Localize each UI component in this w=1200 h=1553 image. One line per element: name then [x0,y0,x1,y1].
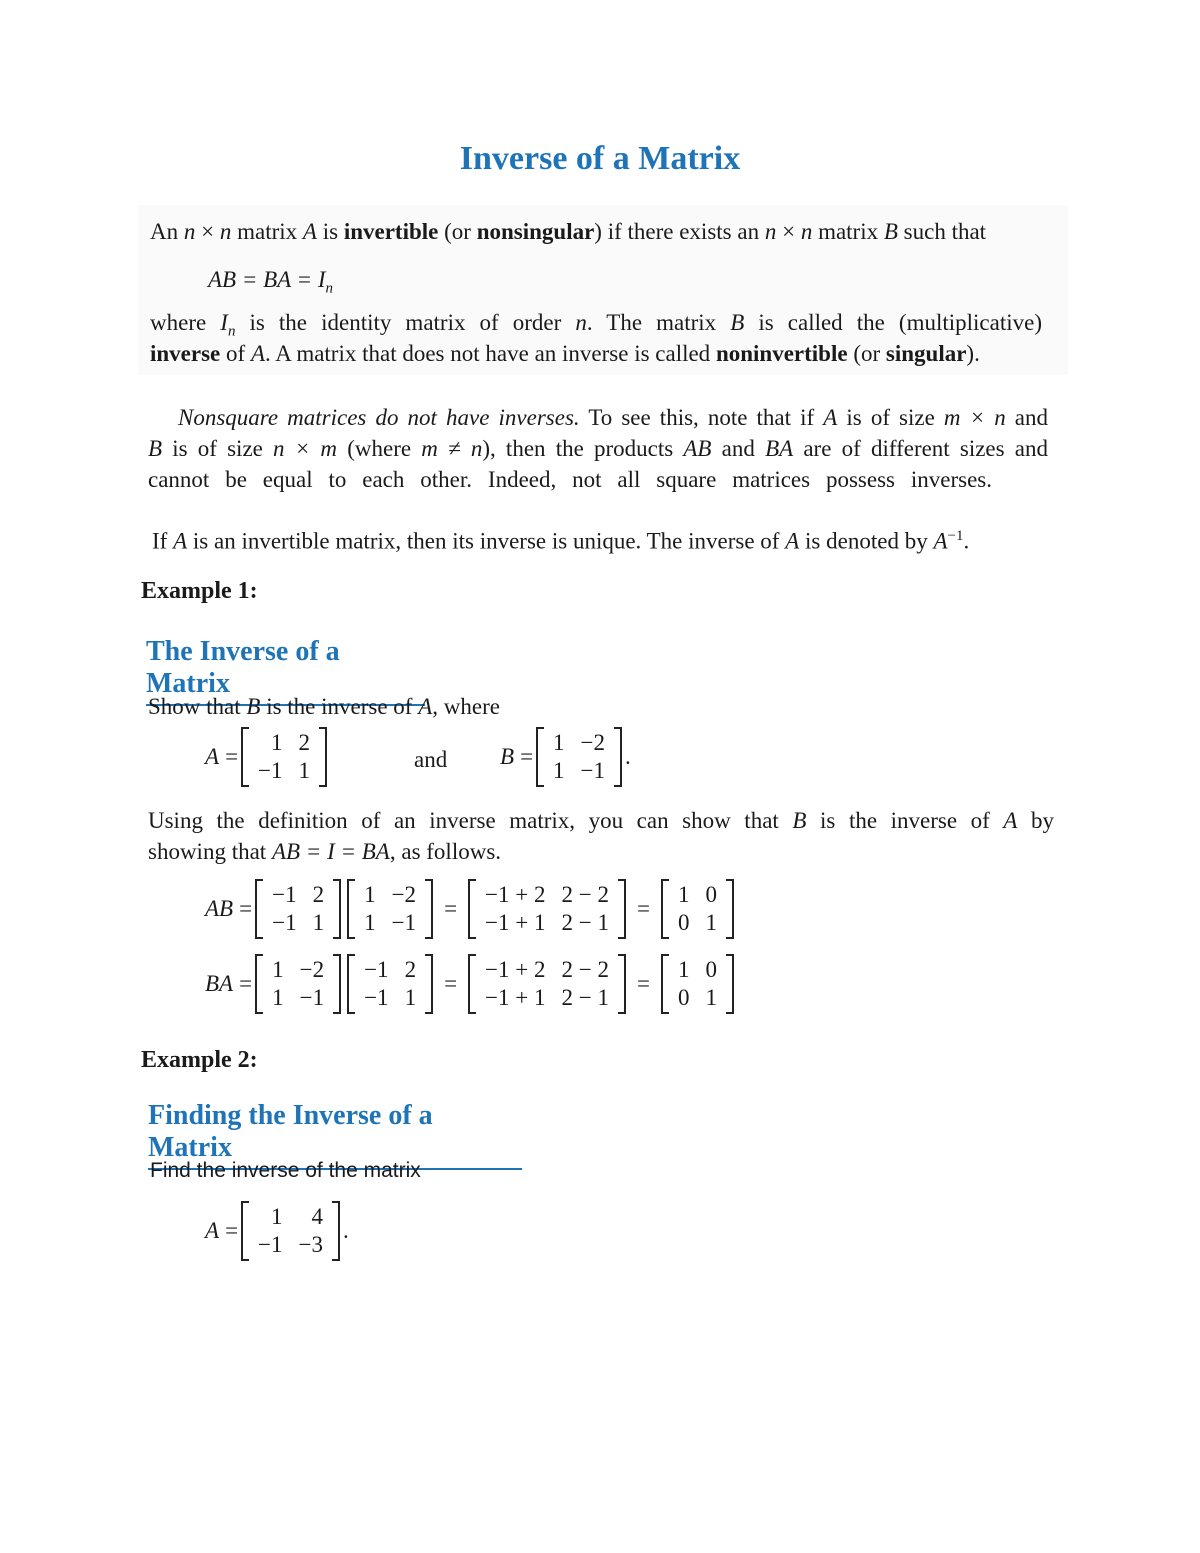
and-word: and [414,747,448,772]
nonsquare-line-3: cannot be equal to each other. Indeed, not all square matrices possess inverses. [148,467,992,492]
matrix-A-label: A [205,744,220,769]
page-title: Inverse of a Matrix [459,140,741,177]
definition-line-4: inverse of A. A matrix that does not have an inverse is called noninvertible (or singular). [150,341,980,366]
example-2-heading: Finding the Inverse of a Matrix [148,1100,522,1170]
example-1-label: Example 1: [141,578,258,604]
term-invertible: invertible [343,219,439,244]
unique-inverse-line: If A is an invertible matrix, then its inverse is unique. The inverse of A is denoted by $A^{-1}$. [152,528,970,554]
example-1-matrix-A-row: A = 1 2 −1 1 [205,727,330,787]
nonsquare-line-1: Nonsquare matrices do not have inverses. To see this, note that if A is of size m × n and [178,405,1048,430]
term-inverse: inverse [150,341,221,366]
example-1-prompt: Show that B is the inverse of A, where [148,694,500,719]
matrix-B-label: B [500,744,515,769]
example-1-matrix-B-row: B = 1 −2 1 −1 . [500,727,631,787]
term-nonsingular: nonsingular [476,219,595,244]
BA-identity-matrix: 1 0 0 1 [661,954,734,1014]
term-singular: singular [885,341,967,366]
BA-left-matrix: 1 −2 1 −1 [255,954,341,1014]
AB-identity-matrix: 1 0 0 1 [661,879,734,939]
example-2-matrix-row: A = 1 4 −1 −3 . [205,1201,349,1261]
example-2-label: Example 2: [141,1047,258,1073]
BA-right-matrix: −1 2 −1 1 [347,954,433,1014]
example-1-using-line-2: showing that AB = I = BA, as follows. [148,839,502,864]
AB-right-matrix: 1 −2 1 −1 [347,879,433,939]
term-noninvertible: noninvertible [715,341,848,366]
BA-computation: BA = 1 −2 1 −1 −1 2 −1 1 = −1 + 2 2 − 2 −1 + 1 2 − 1 = 1 0 0 1 [205,954,737,1014]
nonsquare-line-2: B is of size n × m (where m ≠ n), then the products AB and BA are of different sizes and [148,436,1048,461]
example-2-matrix-A: 1 4 −1 −3 [241,1201,340,1261]
example-1-heading: The Inverse of a Matrix [146,636,425,706]
definition-equation: AB = BA = $I_n$ [208,267,333,297]
BA-sum-matrix: −1 + 2 2 − 2 −1 + 1 2 − 1 [468,954,626,1014]
matrix-A: 1 2 −1 1 [241,727,327,787]
matrix-B: 1 −2 1 −1 [536,727,622,787]
AB-sum-matrix: −1 + 2 2 − 2 −1 + 1 2 − 1 [468,879,626,939]
AB-left-matrix: −1 2 −1 1 [255,879,341,939]
definition-line-3: where $I_n$ is the identity matrix of order n. The matrix B is called the (multiplicative) [150,310,1042,340]
definition-line-1: An n × n matrix A is invertible (or nonsingular) if there exists an n × n matrix B such that [150,219,987,244]
example-1-using-line-1: Using the definition of an inverse matrix, you can show that B is the inverse of A by [148,808,1054,833]
example-2-prompt: Find the inverse of the matrix [150,1159,421,1182]
AB-computation: AB = −1 2 −1 1 1 −2 1 −1 = −1 + 2 2 − 2 −1 + 1 2 − 1 = 1 0 0 1 [205,879,737,939]
